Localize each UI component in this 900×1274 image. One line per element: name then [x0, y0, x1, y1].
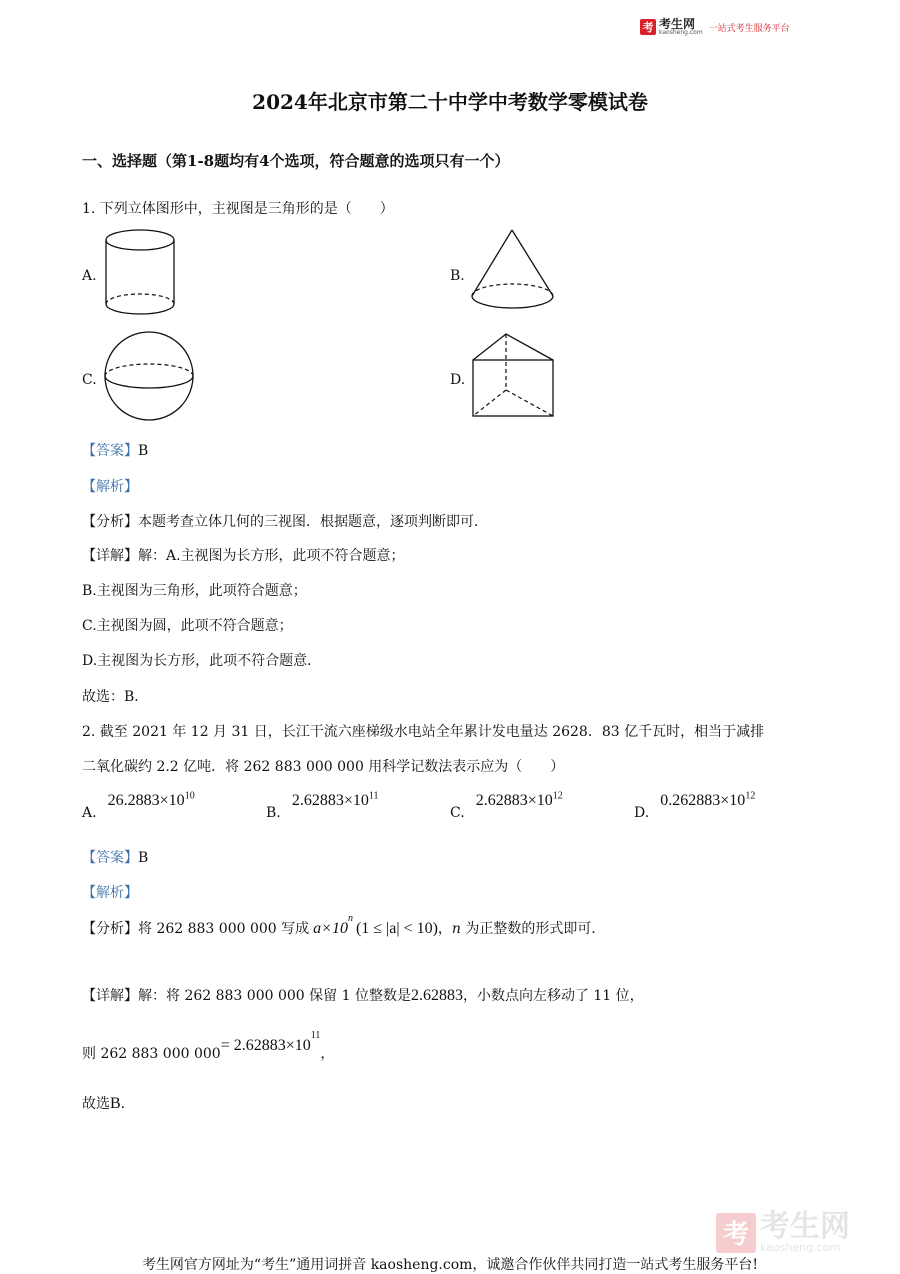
q2-option-d-math	[660, 792, 755, 809]
q2-analysis-math-cond: (1 ≤ |a| < 10)	[355, 920, 438, 937]
cone-base-back	[472, 284, 553, 296]
q2-then-prefix: 则 262 883 000 000	[82, 1046, 221, 1062]
header-logo	[640, 18, 790, 36]
page-title: 2024年北京市第二十中学中考数学零模试卷	[252, 90, 648, 114]
q2-detail-prefix: 【详解】解：将 262 883 000 000 保留 1 位整数是	[82, 988, 411, 1004]
q2-answer	[82, 847, 148, 867]
q2-option-d-label: D.	[634, 805, 650, 821]
sphere-outline	[105, 332, 193, 420]
q2-choose-prefix: 故选	[82, 1096, 110, 1112]
q1-option-a-label: A.	[82, 268, 97, 284]
q1-analysis-line: 【分析】本题考查立体几何的三视图．根据题意，逐项判断即可．	[82, 514, 488, 530]
q2-option-d-base: 0.262883×10	[660, 792, 746, 809]
q2-detail-value: 2.62883	[410, 987, 463, 1004]
q2-option-d	[634, 790, 756, 821]
cylinder-bottom-front	[106, 304, 174, 314]
q2-answer-value: B	[138, 850, 149, 866]
q2-detail-line	[82, 985, 644, 1005]
cone-figure	[468, 226, 558, 318]
watermark-name	[760, 1209, 850, 1254]
q2-option-a-label: A.	[82, 805, 97, 821]
q2-option-b-math	[292, 792, 379, 809]
page-footer: 考生网官方网址为“考生”通用词拼音 kaosheng.com，诚邀合作伙伴共同打造一站式考生服务平台!	[141, 1257, 759, 1273]
q1-detail-line-c: C.主视图为圆，此项不符合题意；	[82, 618, 293, 634]
sphere-figure	[100, 328, 198, 424]
q2-answer-label: 【答案】	[82, 850, 138, 866]
sphere-equator-front	[105, 376, 193, 388]
q2-option-a-base: 26.2883×10	[107, 792, 185, 809]
cone-base-front	[472, 296, 553, 308]
q2-choose	[82, 1093, 135, 1113]
q2-stem-line2: 二氧化碳约 2.2 亿吨．将 262 883 000 000 用科学记数法表示应为（ ）	[82, 759, 565, 775]
q2-then-exp: 11	[310, 1030, 321, 1042]
q1-stem: 1. 下列立体图形中，主视图是三角形的是（ ）	[82, 201, 394, 217]
q2-option-b-base: 2.62883×10	[291, 792, 369, 809]
q1-answer-value: B	[138, 443, 149, 459]
logo-name	[659, 18, 703, 36]
q2-analysis-line	[82, 913, 606, 938]
q2-option-c-label: C.	[450, 805, 465, 821]
q2-analysis-prefix: 【分析】将 262 883 000 000 写成	[82, 921, 310, 937]
q1-option-d-label: D.	[450, 372, 466, 388]
watermark-name-cn: 考生网	[760, 1209, 850, 1244]
prism-hidden-right	[506, 390, 553, 416]
q2-choose-value: B	[110, 1095, 121, 1112]
logo-mark-icon: 考	[640, 19, 656, 35]
q2-analysis-n: n	[451, 921, 461, 937]
q2-choose-suffix: ．	[120, 1096, 135, 1112]
q1-option-c-label: C.	[82, 372, 97, 388]
q2-option-d-exp: 12	[745, 790, 756, 802]
q2-stem-line1: 2. 截至 2021 年 12 月 31 日，长江干流六座梯级水电站全年累计发电量达 2628．83 亿千瓦时，相当于减排	[82, 724, 765, 740]
q2-option-c-math	[476, 792, 563, 809]
q1-detail-line-d: D.主视图为长方形，此项不符合题意．	[82, 653, 322, 669]
q1-detail-line: 【详解】解：A.主视图为长方形，此项不符合题意；	[82, 548, 405, 564]
prism-roof	[473, 334, 553, 360]
q2-option-c-exp: 12	[552, 790, 563, 802]
q2-option-b-label: B.	[266, 805, 281, 821]
q2-option-b	[266, 790, 379, 821]
q1-option-b-label: B.	[450, 268, 465, 284]
q1-answer-label: 【答案】	[82, 443, 138, 459]
prism-front-face	[473, 360, 553, 416]
watermark-domain: kaosheng.com	[760, 1241, 841, 1254]
q1-answer	[82, 440, 148, 460]
q1-analysis-label: 【解析】	[82, 479, 138, 495]
q2-detail-suffix: ，小数点向左移动了 11 位，	[462, 988, 644, 1004]
q2-option-a-exp: 10	[184, 790, 195, 802]
q2-analysis-math-n: n	[347, 913, 353, 925]
q2-then-math: = 2.62883×10	[220, 1037, 311, 1054]
q2-analysis-sep: ，	[437, 921, 452, 937]
watermark-logo	[716, 1209, 850, 1254]
q2-then-suffix: ，	[320, 1046, 335, 1062]
q2-option-a	[82, 790, 195, 821]
prism-hidden-left	[473, 390, 506, 416]
sphere-equator-back	[105, 364, 193, 376]
triangular-prism-figure	[468, 328, 558, 422]
q2-analysis-math-a: a×10	[313, 920, 348, 937]
logo-name-cn: 考生网	[659, 17, 696, 31]
logo-domain: kaosheng.com	[659, 29, 703, 36]
q2-option-b-exp: 11	[368, 790, 379, 802]
cylinder-figure	[100, 226, 180, 318]
q2-analysis-suffix: 为正整数的形式即可．	[460, 921, 606, 937]
section-heading: 一、选择题（第1-8题均有4个选项，符合题意的选项只有一个）	[82, 152, 510, 170]
q1-choose: 故选：B．	[82, 689, 149, 705]
q2-option-c-base: 2.62883×10	[475, 792, 553, 809]
q2-then-line	[82, 1030, 335, 1062]
watermark-mark-icon: 考	[716, 1213, 756, 1253]
q2-option-c	[450, 790, 563, 821]
cylinder-top-ellipse	[106, 230, 174, 250]
q1-detail-line-b: B.主视图为三角形，此项符合题意；	[82, 583, 307, 599]
header-slogan: 一站式考生服务平台	[708, 23, 790, 34]
q2-analysis-label: 【解析】	[82, 885, 138, 901]
cylinder-bottom-back	[106, 294, 174, 304]
q2-option-a-math	[108, 792, 195, 809]
